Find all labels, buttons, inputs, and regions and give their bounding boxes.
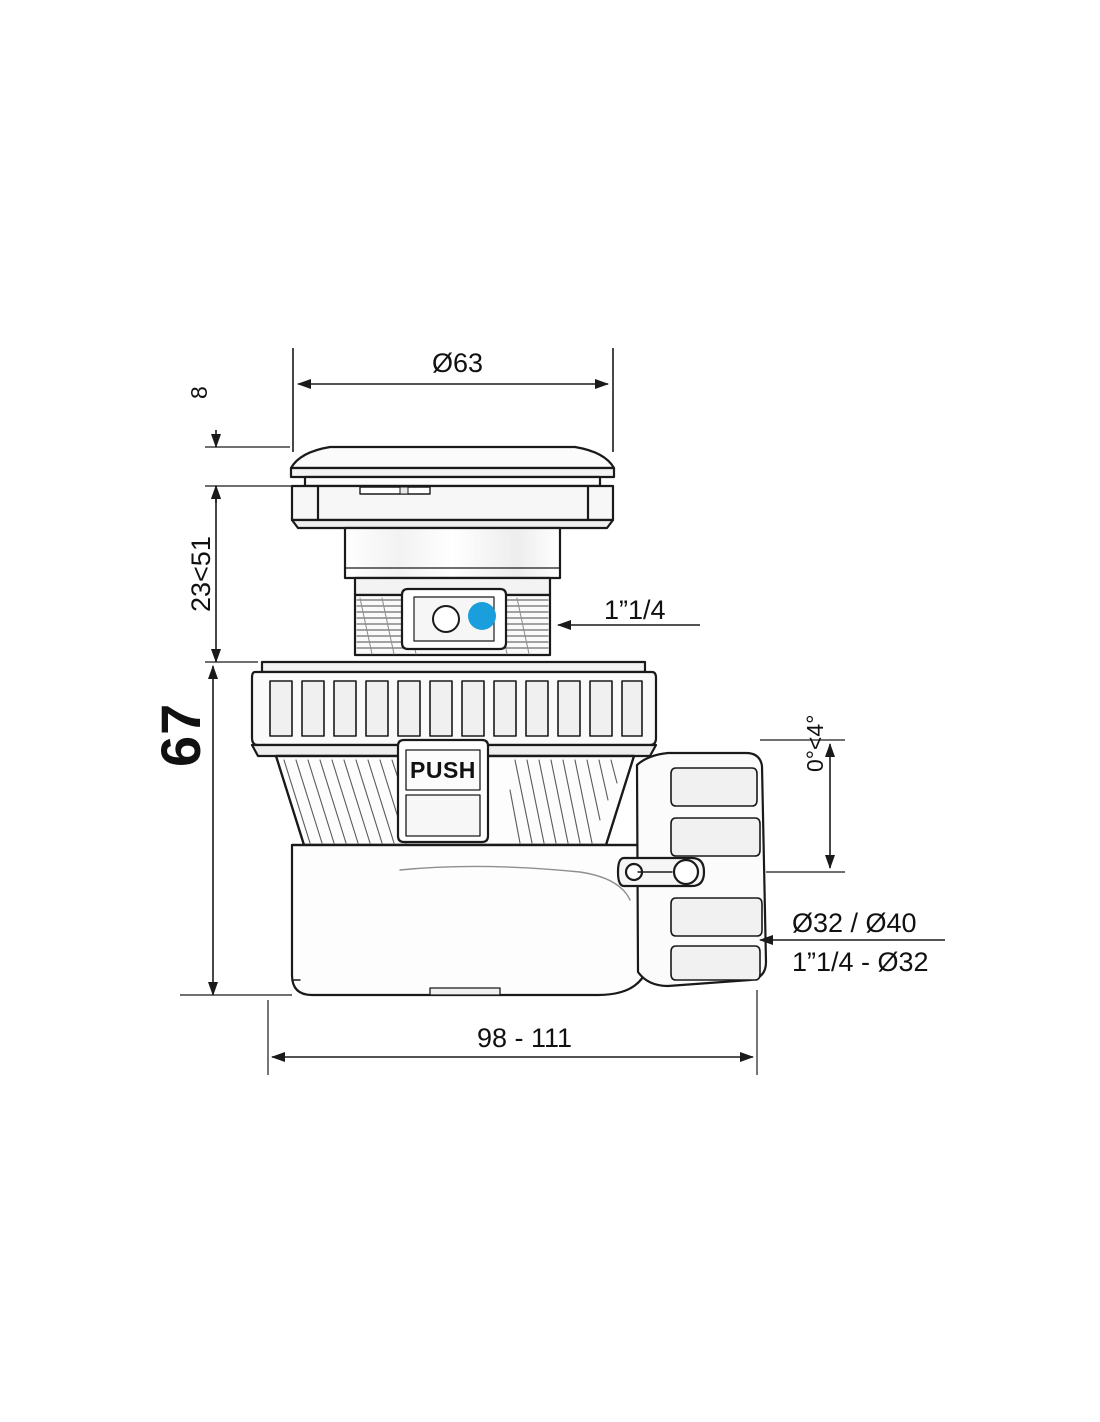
push-button-label: PUSH (410, 757, 476, 783)
riser-sleeve (345, 528, 560, 595)
dimension-label-cover-thickness: 8 (186, 386, 212, 399)
dimension-label-outlet-diameter: Ø32 / Ø40 (792, 908, 917, 938)
dimension-label-adjustable-height: 23<51 (186, 536, 216, 612)
dimension-label-outlet-angle: 0°<4° (802, 714, 828, 772)
dimension-label-total-length: 98 - 111 (477, 1023, 573, 1053)
dimension-label-total-height: 67 (149, 702, 212, 767)
dimension-label-cover-diameter: Ø63 (432, 348, 484, 378)
indicator-plate (402, 589, 506, 649)
dimension-cover-thickness (205, 430, 303, 503)
dimension-label-inlet-thread: 1”1/4 (604, 595, 666, 625)
outlet-nut (618, 753, 766, 986)
drain-flange (292, 486, 613, 528)
push-button (398, 740, 488, 842)
trap-body (292, 845, 650, 995)
drain-cover (291, 447, 614, 486)
dimension-label-outlet-thread: 1”1/4 - Ø32 (792, 947, 929, 977)
